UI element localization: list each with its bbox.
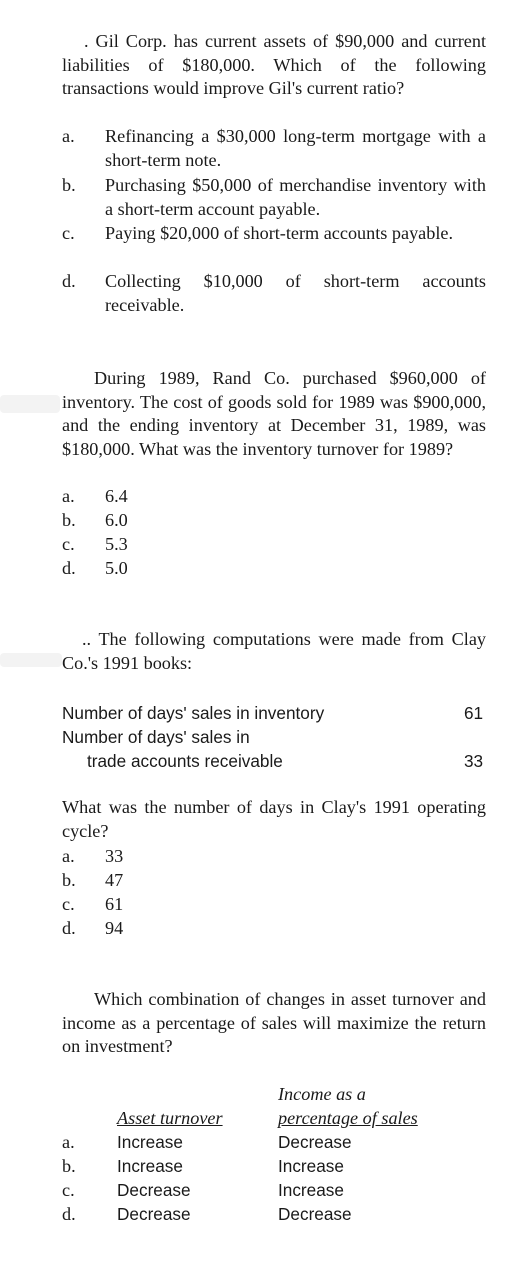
q3-option-a-text: 33: [105, 846, 124, 866]
q2-option-c-letter: c.: [62, 534, 75, 554]
q1-option-a-text: Refinancing a $30,000 long-term mortgage with a short-term note.: [105, 126, 486, 170]
q2-option-d-text: 5.0: [105, 558, 128, 578]
q4-row-a-col2: Decrease: [278, 1132, 352, 1152]
q2-option-b-letter: b.: [62, 510, 76, 530]
question-2-stem: During 1989, Rand Co. purchased $960,000 of inventory. The cost of goods sold for 1989 was $900,000, and the ending inventory at December 31, 1989, was $180,000. What was the inventory turnover for 1989?: [62, 368, 486, 459]
q4-header-col1: Asset turnover: [117, 1108, 223, 1128]
q1-option-a-letter: a.: [62, 126, 75, 146]
q2-option-a-letter: a.: [62, 486, 75, 506]
q2-option-d-letter: d.: [62, 558, 76, 578]
question-3-question: What was the number of days in Clay's 1991 operating cycle?: [62, 797, 486, 841]
q4-row-a-letter: a.: [62, 1132, 75, 1152]
q4-header-col2-line1: Income as a: [278, 1084, 366, 1104]
q3-table-row1-value: 61: [464, 703, 484, 723]
q3-table-row2-label-line1: Number of days' sales in: [62, 727, 250, 747]
scan-smudge: [0, 653, 62, 667]
q3-option-d-letter: d.: [62, 918, 76, 938]
q3-option-c-letter: c.: [62, 894, 75, 914]
q1-option-d-text: Collecting $10,000 of short-term accounts receivable.: [105, 271, 486, 315]
question-3-stem: .. The following computations were made from Clay Co.'s 1991 books:: [62, 629, 486, 673]
q1-option-c-text: Paying $20,000 of short-term accounts payable.: [105, 223, 454, 243]
q4-row-b-col2: Increase: [278, 1156, 344, 1176]
q3-option-b-text: 47: [105, 870, 124, 890]
q3-option-a-letter: a.: [62, 846, 75, 866]
q4-header-col2-line2: percentage of sales: [278, 1108, 418, 1128]
q4-row-a-col1: Increase: [117, 1132, 183, 1152]
question-4-stem: Which combination of changes in asset turnover and income as a percentage of sales will maximize the return on investment?: [62, 989, 486, 1056]
q1-option-b-letter: b.: [62, 175, 76, 195]
q4-row-c-col1: Decrease: [117, 1180, 191, 1200]
q3-table-row2-value: 33: [464, 751, 484, 771]
q3-option-d-text: 94: [105, 918, 124, 938]
q3-option-b-letter: b.: [62, 870, 76, 890]
q4-row-c-letter: c.: [62, 1180, 75, 1200]
q4-row-b-col1: Increase: [117, 1156, 183, 1176]
q1-option-b-text: Purchasing $50,000 of merchandise inventory with a short-term account payable.: [105, 175, 486, 219]
q4-row-c-col2: Increase: [278, 1180, 344, 1200]
q1-option-d-letter: d.: [62, 271, 76, 291]
scan-smudge: [0, 395, 60, 413]
q1-option-c-letter: c.: [62, 223, 75, 243]
q2-option-b-text: 6.0: [105, 510, 128, 530]
q4-row-d-col2: Decrease: [278, 1204, 352, 1224]
q4-row-d-col1: Decrease: [117, 1204, 191, 1224]
q4-row-b-letter: b.: [62, 1156, 76, 1176]
q3-table-row2-label-line2: trade accounts receivable: [87, 751, 283, 771]
q2-option-a-text: 6.4: [105, 486, 128, 506]
question-1-stem: . Gil Corp. has current assets of $90,000 and current liabilities of $180,000. Which of the following transactions would improve Gil's current ratio?: [62, 31, 486, 98]
q3-table-row1-label: Number of days' sales in inventory: [62, 703, 325, 723]
q2-option-c-text: 5.3: [105, 534, 128, 554]
q4-row-d-letter: d.: [62, 1204, 76, 1224]
q3-option-c-text: 61: [105, 894, 124, 914]
